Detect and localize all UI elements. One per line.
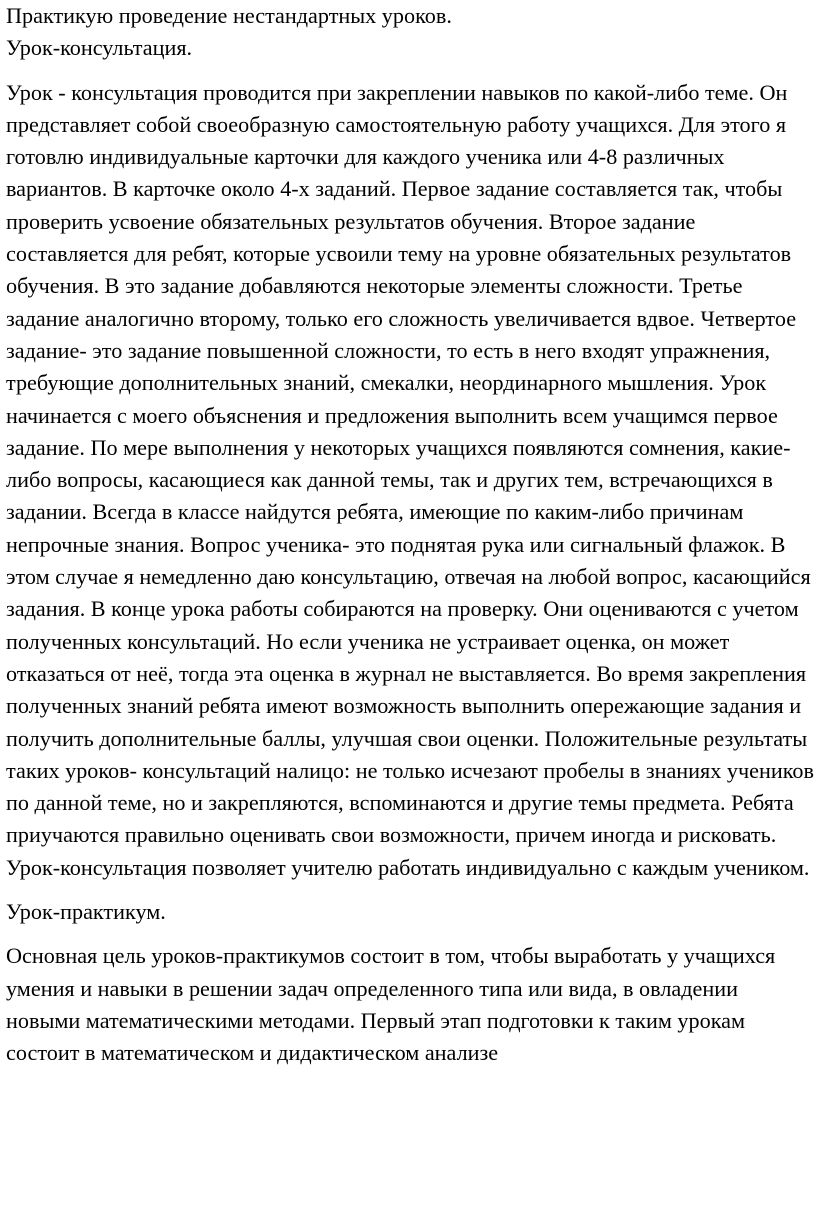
paragraph-practicum: Основная цель уроков-практикумов состоит в том, чтобы выработать у учащихся умения и навыки в решении задач определенного типа или вида, в овладении новыми математическими методами. Первый этап подготовки к таким урокам состоит в математическом и дидактическом анализе bbox=[6, 943, 776, 1066]
intro-line: Практикую проведение нестандартных уроков. bbox=[6, 3, 452, 28]
section-heading-consultation: Урок-консультация. bbox=[6, 35, 193, 61]
paragraph-consultation: Урок - консультация проводится при закреплении навыков по какой-либо теме. Он представляет собой своеобразную самостоятельную работу учащихся. Для этого я готовлю индивидуальные карточки для каждого ученика или 4-8 различных вариантов. В карточке около 4-х заданий. Первое задание составляется так, чтобы проверить усвоение обязательных результатов обучения. Второе задание составляется для ребят, которые усвоили тему на уровне обязательных результатов обучения. В это задание добавляются некоторые элементы сложности. Третье задание аналогично второму, только его сложность увеличивается вдвое. Четвертое задание- это задание повышенной сложности, то есть в него входят упражнения, требующие дополнительных знаний, смекалки, неординарного мышления. Урок начинается с моего объяснения и предложения выполнить всем учащимся первое задание. По мере выполнения у некоторых учащихся появляются сомнения, какие-либо вопросы, касающиеся как данной темы, так и других тем, встречающихся в задании. Всегда в классе найдутся ребята, имеющие по каким-либо причинам непрочные знания. Вопрос ученика- это поднятая рука или сигнальный флажок. В этом случае я немедленно даю консультацию, отвечая на любой вопрос, касающийся задания. В конце урока работы собираются на проверку. Они оцениваются с учетом полученных консультаций. Но если ученика не устраивает оценка, он может отказаться от неё, тогда эта оценка в журнал не выставляется. Во время закрепления полученных знаний ребята имеют возможность выполнить опережающие задания и получить дополнительные баллы, улучшая свои оценки. Положительные результаты таких уроков- консультаций налицо: не только исчезают пробелы в знаниях учеников по данной теме, но и закрепляются, вспоминаются и другие темы предмета. Ребята приучаются правильно оценивать свои возможности, причем иногда и рисковать. Урок-консультация позволяет учителю работать индивидуально с каждым учеником. bbox=[6, 79, 814, 880]
section-heading-practicum: Урок-практикум. bbox=[6, 899, 166, 925]
document-page bbox=[6, 0, 814, 1070]
